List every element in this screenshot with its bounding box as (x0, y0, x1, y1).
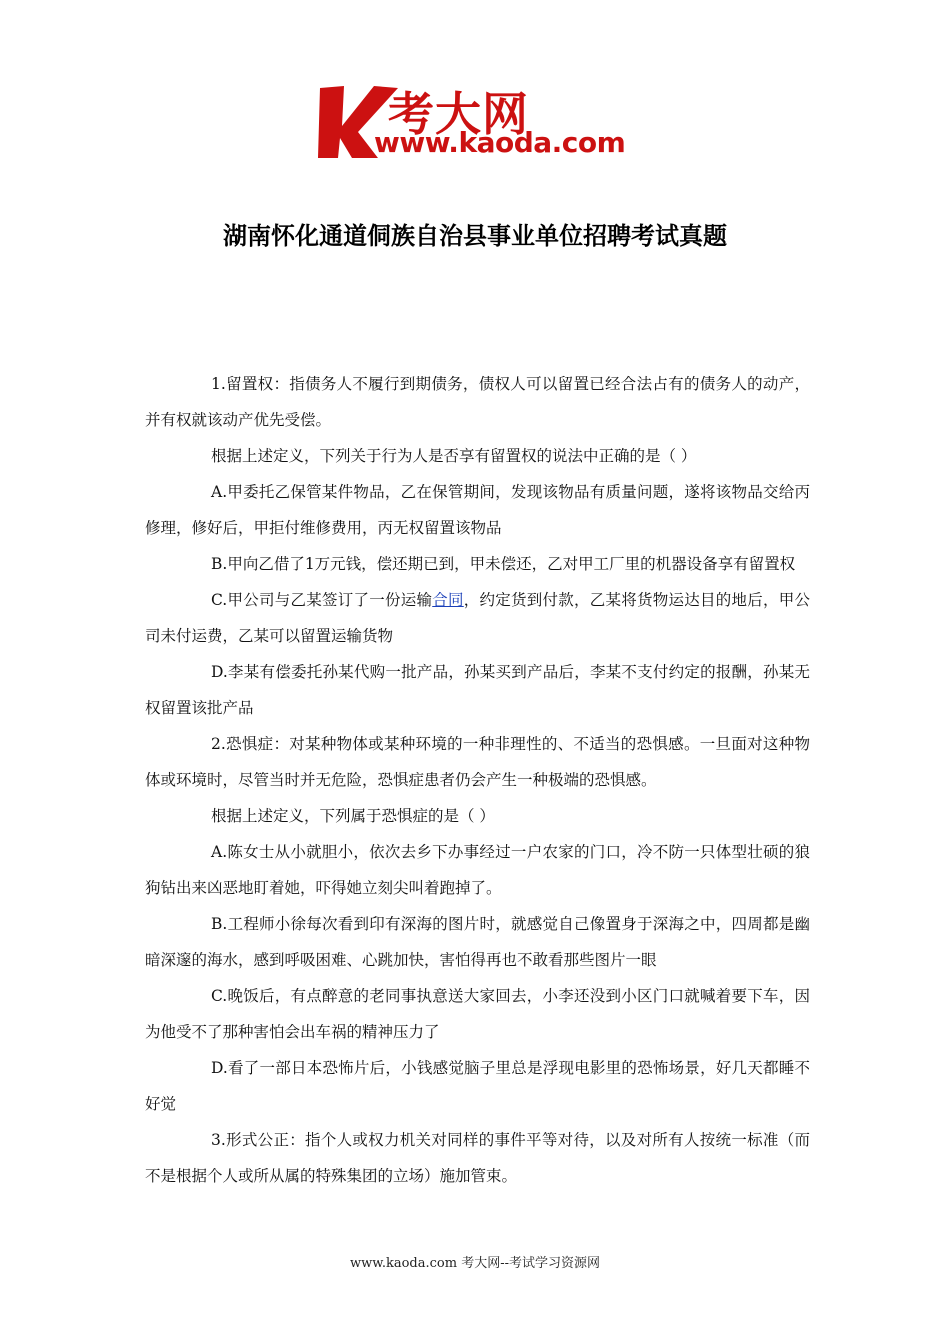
paragraph-option-c (145, 582, 810, 654)
paragraph: D.看了一部日本恐怖片后，小钱感觉脑子里总是浮现电影里的恐怖场景，好几天都睡不好觉 (145, 1059, 810, 1113)
page-footer: www.kaoda.com 考大网--考试学习资源网 (350, 1256, 600, 1271)
paragraph: 1.留置权：指债务人不履行到期债务，债权人可以留置已经合法占有的债务人的动产，并有权就该动产优先受偿。 (145, 375, 810, 429)
paragraph: D.李某有偿委托孙某代购一批产品，孙某买到产品后，李某不支付约定的报酬，孙某无权留置该批产品 (145, 663, 810, 717)
paragraph: A.甲委托乙保管某件物品，乙在保管期间，发现该物品有质量问题，遂将该物品交给丙修理，修好后，甲拒付维修费用，丙无权留置该物品 (145, 483, 810, 537)
paragraph-text: ，约定货到付款，乙某将货物运达目的地后，甲公司未付运费，乙某可以留置运输货物 (145, 591, 810, 645)
paragraph: 根据上述定义，下列属于恐惧症的是（ ） (211, 807, 495, 825)
logo-brand-url: www.kaoda.com (374, 126, 626, 159)
paragraph: B.工程师小徐每次看到印有深海的图片时，就感觉自己像置身于深海之中，四周都是幽暗深邃的海水，感到呼吸困难、心跳加快，害怕得再也不敢看那些图片一眼 (145, 915, 810, 969)
paragraph: 2.恐惧症：对某种物体或某种环境的一种非理性的、不适当的恐惧感。一旦面对这种物体或环境时，尽管当时并无危险，恐惧症患者仍会产生一种极端的恐惧感。 (145, 735, 810, 789)
paragraph: 3.形式公正：指个人或权力机关对同样的事件平等对待，以及对所有人按统一标准（而不是根据个人或所从属的特殊集团的立场）施加管束。 (145, 1131, 810, 1185)
paragraph: B.甲向乙借了1万元钱，偿还期已到，甲未偿还，乙对甲工厂里的机器设备享有留置权 (211, 555, 796, 573)
document-body (145, 366, 810, 1194)
contract-link[interactable]: 合同 (432, 591, 464, 609)
kaoda-logo (318, 82, 638, 160)
page-title: 湖南怀化通道侗族自治县事业单位招聘考试真题 (223, 221, 727, 250)
paragraph: A.陈女士从小就胆小，依次去乡下办事经过一户农家的门口，冷不防一只体型壮硕的狼狗钻出来凶恶地盯着她，吓得她立刻尖叫着跑掉了。 (145, 843, 810, 897)
paragraph: 根据上述定义，下列关于行为人是否享有留置权的说法中正确的是（ ） (211, 447, 697, 465)
paragraph: C.晚饭后，有点醉意的老同事执意送大家回去，小李还没到小区门口就喊着要下车，因为他受不了那种害怕会出车祸的精神压力了 (145, 987, 810, 1041)
logo-brand-cn: 考大网 (388, 87, 529, 141)
paragraph-text: C.甲公司与乙某签订了一份运输 (211, 591, 433, 609)
